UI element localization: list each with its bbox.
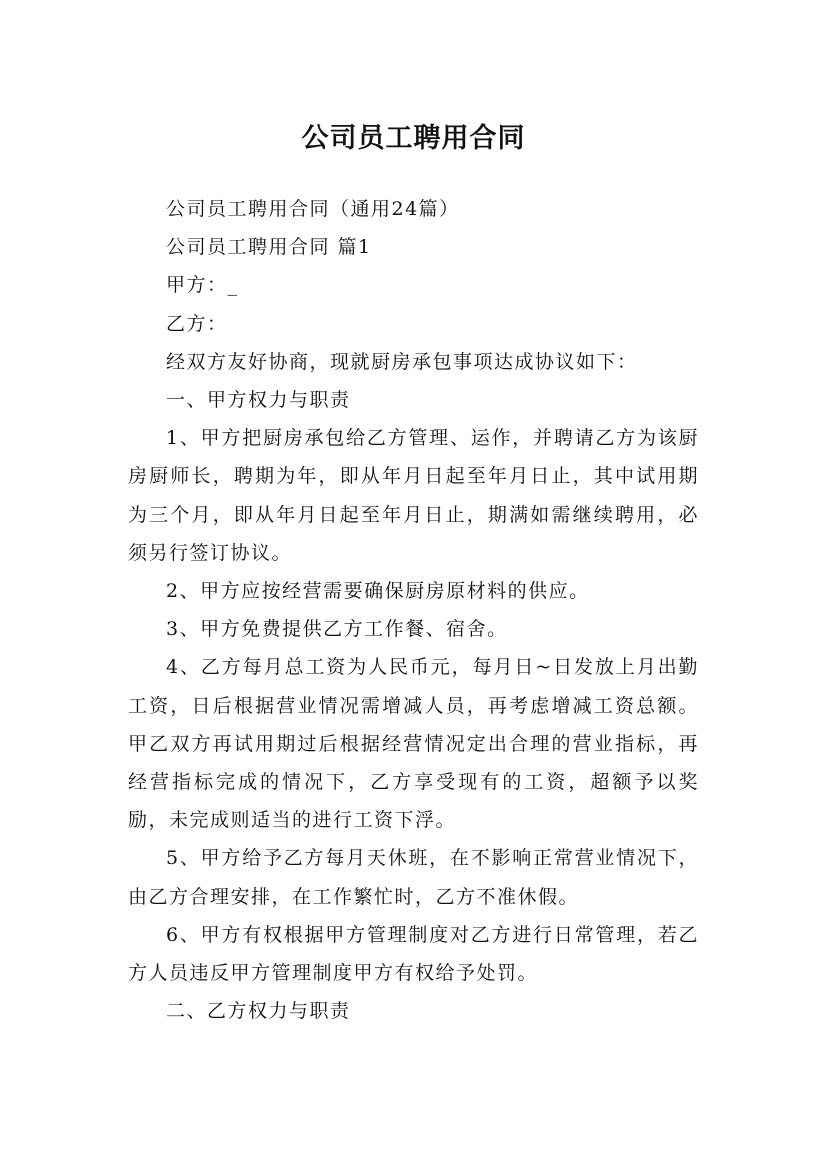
paragraph-party-a: 甲方：_ (166, 274, 239, 297)
paragraph-clause-6: 6、甲方有权根据甲方管理制度对乙方进行日常管理，若乙方人员违反甲方管理制度甲方有权给予处罚。 (128, 923, 699, 985)
paragraph-clause-4: 4、乙方每月总工资为人民币元，每月日~日发放上月出勤工资，日后根据营业情况需增减人员，再考虑增减工资总额。甲乙双方再试用期过后根据经营情况定出合理的营业指标，再经营指标完成的情况下，乙方享受现有的工资，超额予以奖励，未完成则适当的进行工资下浮。 (128, 656, 699, 832)
paragraph-clause-3: 3、甲方免费提供乙方工作餐、宿舍。 (166, 618, 508, 641)
paragraph-clause-5: 5、甲方给予乙方每月天休班，在不影响正常营业情况下，由乙方合理安排，在工作繁忙时，乙方不准休假。 (128, 847, 699, 908)
paragraph-heading-party-a-rights: 一、甲方权力与职责 (166, 389, 351, 412)
document-title: 公司员工聘用合同 (301, 123, 526, 155)
paragraph-subtitle: 公司员工聘用合同（通用24篇） (166, 198, 460, 220)
paragraph-party-b: 乙方： (166, 312, 228, 335)
paragraph-preamble: 经双方友好协商，现就厨房承包事项达成协议如下： (166, 350, 638, 373)
paragraph-clause-1: 1、甲方把厨房承包给乙方管理、运作，并聘请乙方为该厨房厨师长，聘期为年，即从年月日起至年月日止，其中试用期为三个月，即从年月日起至年月日止，期满如需继续聘用，必须另行签订协议。 (128, 427, 699, 564)
paragraph-clause-2: 2、甲方应按经营需要确保厨房原材料的供应。 (166, 580, 590, 603)
paragraph-section-heading: 公司员工聘用合同 篇1 (166, 236, 372, 259)
paragraph-heading-party-b-rights: 二、乙方权力与职责 (166, 1000, 351, 1023)
document-body (128, 190, 699, 1030)
